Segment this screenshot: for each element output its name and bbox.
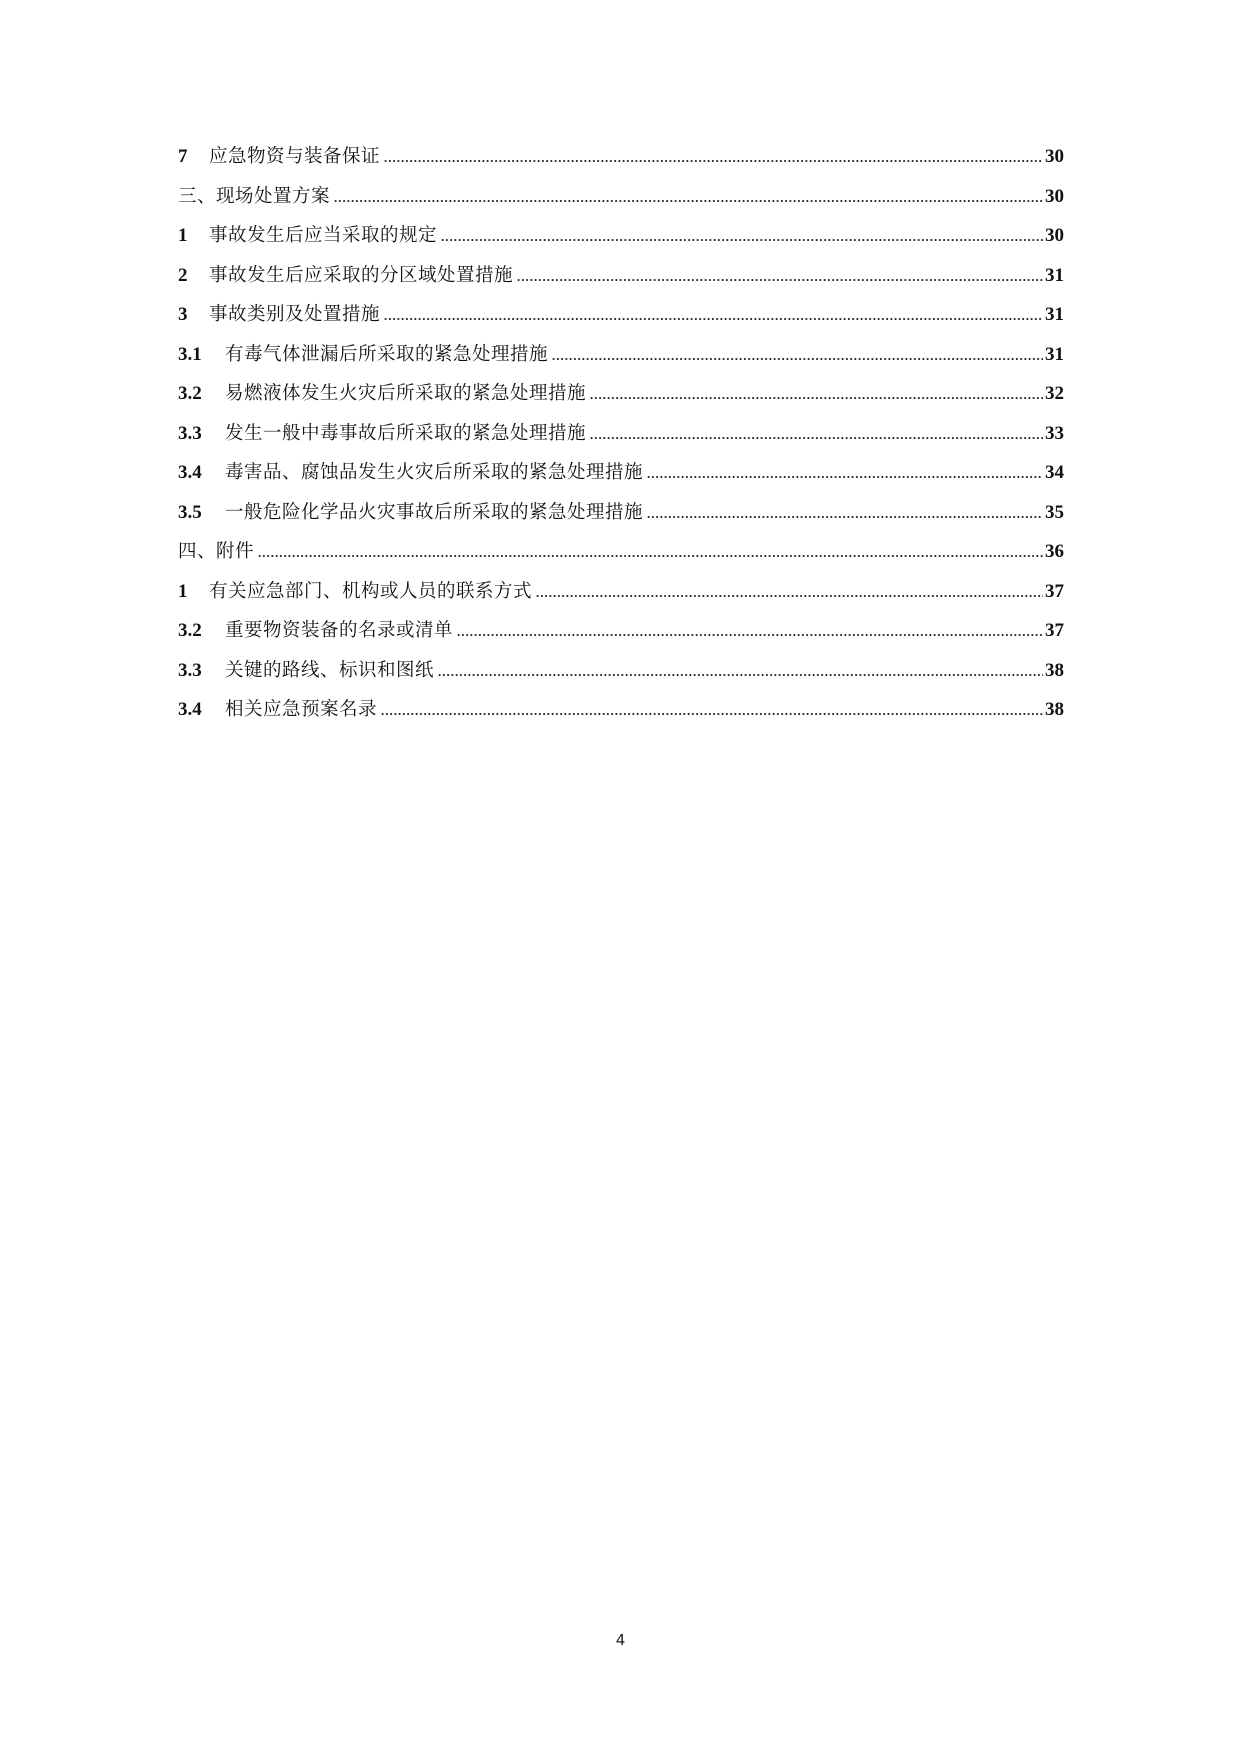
toc-entry-page: 30 — [1045, 185, 1064, 207]
page-number: 4 — [615, 1631, 626, 1649]
toc-entry[interactable] — [178, 419, 1064, 459]
toc-entry[interactable] — [178, 695, 1064, 735]
dot-leader — [536, 585, 1043, 601]
dot-leader — [647, 506, 1043, 522]
toc-entry[interactable] — [178, 656, 1064, 696]
toc-entry[interactable] — [178, 142, 1064, 182]
toc-entry[interactable] — [178, 577, 1064, 617]
toc-entry[interactable] — [178, 340, 1064, 380]
toc-entry-title: 四、附件 — [178, 541, 255, 562]
toc-entry[interactable] — [178, 458, 1064, 498]
toc-entry-number: 2 — [178, 264, 188, 286]
toc-entry-page: 35 — [1045, 501, 1064, 523]
dot-leader — [552, 348, 1043, 364]
toc-entry-title: 应急物资与装备保证 — [209, 146, 381, 167]
toc-entry-number: 1 — [178, 580, 188, 602]
toc-entry-title: 事故发生后应采取的分区域处置措施 — [209, 264, 514, 286]
toc-entry-title: 三、现场处置方案 — [178, 185, 331, 207]
toc-entry-number: 3.5 — [178, 501, 202, 523]
dot-leader — [647, 466, 1043, 482]
toc-entry[interactable] — [178, 498, 1064, 538]
toc-entry[interactable] — [178, 616, 1064, 656]
toc-entry[interactable] — [178, 537, 1064, 577]
toc-entry-title: 相关应急预案名录 — [225, 699, 378, 720]
dot-leader — [457, 624, 1043, 640]
toc-entry-page: 31 — [1045, 304, 1064, 325]
toc-entry-page: 37 — [1045, 620, 1064, 641]
toc-entry-page: 31 — [1045, 264, 1064, 286]
toc-entry-number: 1 — [178, 225, 188, 246]
toc-entry-number: 3.4 — [178, 462, 202, 483]
toc-entry[interactable] — [178, 261, 1064, 301]
toc-entry-page: 34 — [1045, 462, 1064, 483]
toc-entry-title: 事故类别及处置措施 — [209, 304, 381, 325]
toc-entry-page: 36 — [1045, 541, 1064, 562]
toc-entry-title: 易燃液体发生火灾后所采取的紧急处理措施 — [225, 383, 587, 404]
toc-entry[interactable] — [178, 221, 1064, 261]
toc-entry-title: 发生一般中毒事故后所采取的紧急处理措施 — [225, 422, 587, 444]
toc-entry-page: 30 — [1045, 146, 1064, 167]
toc-entry-page: 30 — [1045, 225, 1064, 246]
toc-entry-page: 38 — [1045, 659, 1064, 681]
dot-leader — [381, 703, 1043, 719]
toc-entry[interactable] — [178, 182, 1064, 222]
toc-entry-number: 3.3 — [178, 659, 202, 681]
toc-entry-title: 有毒气体泄漏后所采取的紧急处理措施 — [225, 343, 549, 365]
dot-leader — [590, 427, 1043, 443]
dot-leader — [441, 229, 1043, 245]
toc-entry-number: 7 — [178, 146, 188, 167]
table-of-contents — [178, 142, 1064, 735]
toc-entry-title: 事故发生后应当采取的规定 — [209, 225, 438, 246]
toc-entry-page: 32 — [1045, 383, 1064, 404]
toc-entry-number: 3.2 — [178, 383, 202, 404]
toc-entry-number: 3.3 — [178, 422, 202, 444]
toc-entry-page: 33 — [1045, 422, 1064, 444]
dot-leader — [590, 387, 1043, 403]
toc-entry[interactable] — [178, 379, 1064, 419]
toc-entry-title: 毒害品、腐蚀品发生火灾后所采取的紧急处理措施 — [225, 462, 644, 483]
dot-leader — [334, 190, 1043, 206]
toc-entry[interactable] — [178, 300, 1064, 340]
dot-leader — [384, 150, 1043, 166]
toc-entry-page: 37 — [1045, 580, 1064, 602]
dot-leader — [517, 269, 1043, 285]
toc-entry-title: 有关应急部门、机构或人员的联系方式 — [209, 580, 533, 602]
toc-entry-number: 3.4 — [178, 699, 202, 720]
dot-leader — [384, 308, 1043, 324]
toc-entry-number: 3 — [178, 304, 188, 325]
toc-entry-title: 关键的路线、标识和图纸 — [225, 659, 435, 681]
dot-leader — [258, 545, 1043, 561]
toc-entry-title: 重要物资装备的名录或清单 — [225, 620, 454, 641]
toc-entry-number: 3.2 — [178, 620, 202, 641]
dot-leader — [438, 664, 1043, 680]
toc-entry-page: 31 — [1045, 343, 1064, 365]
toc-entry-page: 38 — [1045, 699, 1064, 720]
toc-entry-title: 一般危险化学品火灾事故后所采取的紧急处理措施 — [225, 501, 644, 523]
toc-entry-number: 3.1 — [178, 343, 202, 365]
